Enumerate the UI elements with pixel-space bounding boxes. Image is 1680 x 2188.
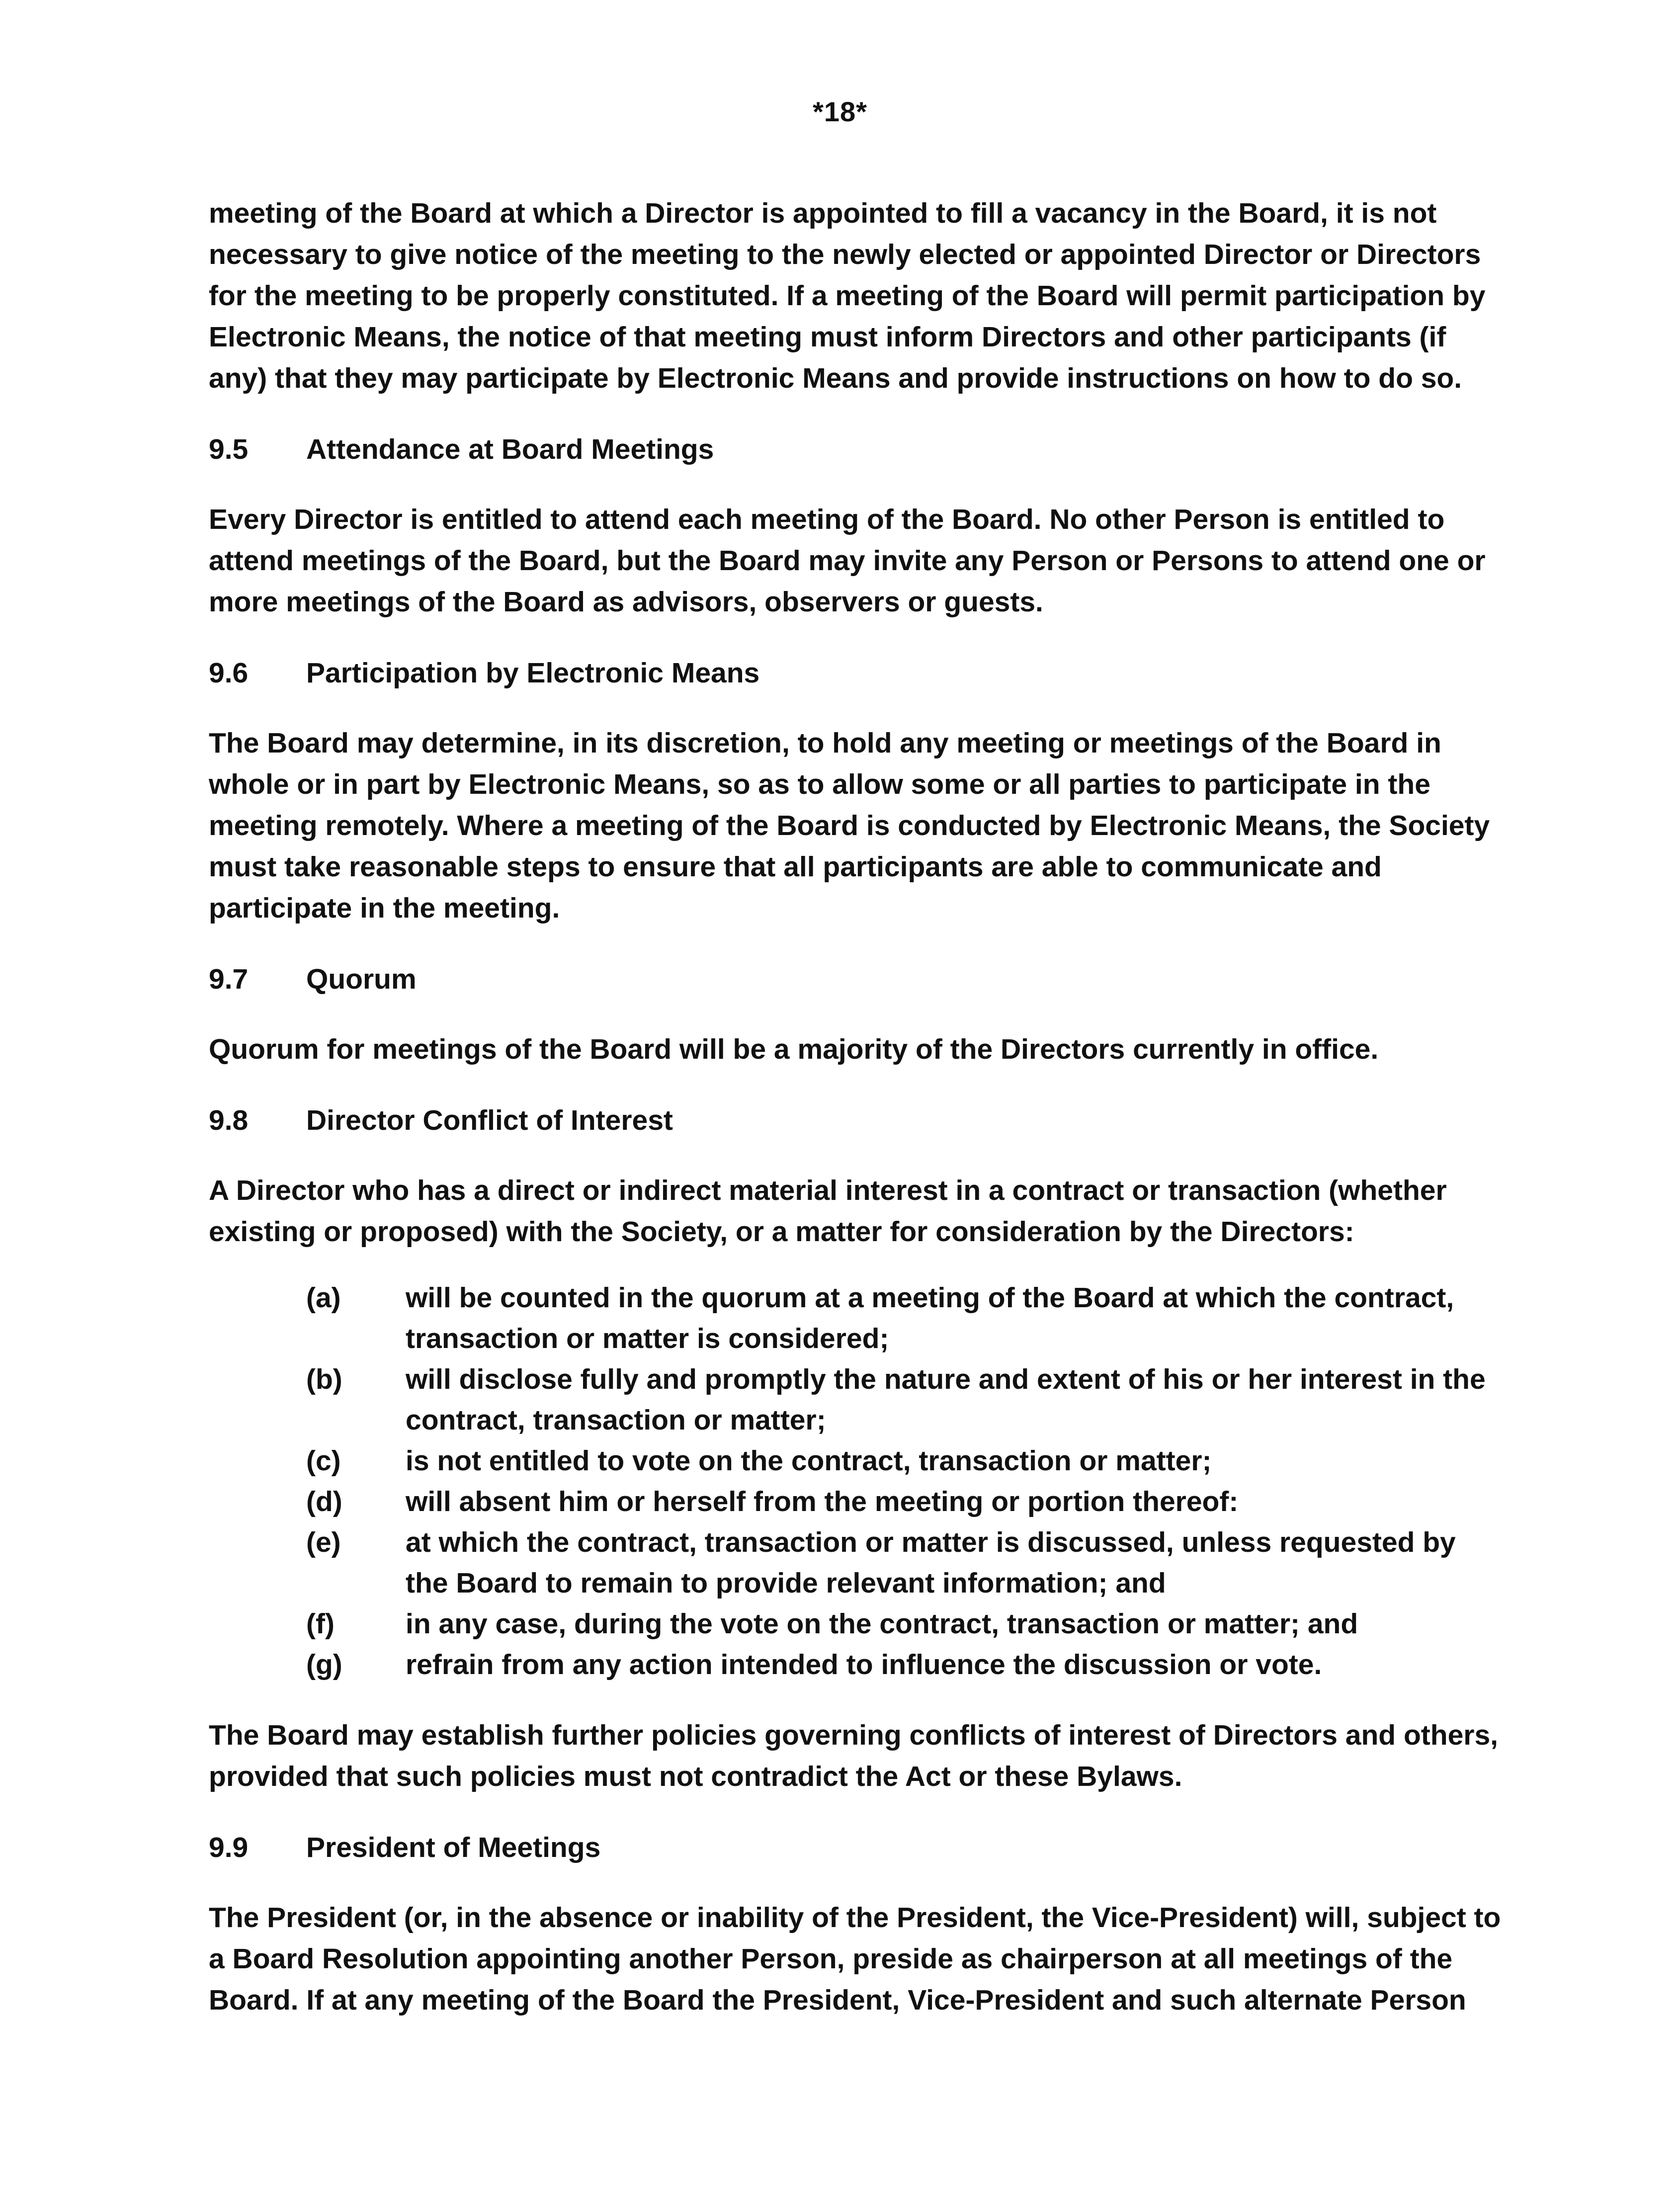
list-item <box>209 1481 1501 1522</box>
section-9-5-body: Every Director is entitled to attend each meeting of the Board. No other Person is entitled to attend meetings of the Board, but the Board may invite any Person or Persons to attend one or more meetings of the Board as advisors, observers or guests. <box>209 504 1486 618</box>
section-number: 9.8 <box>209 1104 249 1136</box>
list-item-text: will disclose fully and promptly the nature and extent of his or her interest in the contract, transaction or matter; <box>406 1363 1486 1436</box>
section-number: 9.5 <box>209 433 249 465</box>
document-body <box>209 193 1501 2051</box>
section-heading-9-5 <box>209 429 1501 470</box>
section-9-8-body: A Director who has a direct or indirect material interest in a contract or transaction (whether existing or proposed) with the Society, or a matter for consideration by the Directors: <box>209 1175 1447 1248</box>
list-marker: (f) <box>306 1608 335 1640</box>
section-number: 9.9 <box>209 1832 249 1863</box>
list-marker: (c) <box>306 1445 341 1477</box>
list-item-text: at which the contract, transaction or matter is discussed, unless requested by the Board to remain to provide relevant information; and <box>406 1526 1456 1599</box>
list-marker: (d) <box>306 1486 342 1517</box>
list-item-text: will absent him or herself from the meeting or portion thereof: <box>406 1486 1239 1517</box>
intro-paragraph: meeting of the Board at which a Director is appointed to fill a vacancy in the Board, it is not necessary to give notice of the meeting to the newly elected or appointed Director or Directors for the meeting to be properly constituted. If a meeting of the Board will permit participation by Electronic Means, the notice of that meeting must inform Directors and other participants (if any) that they may participate by Electronic Means and provide instructions on how to do so. <box>209 197 1486 394</box>
list-item-text: in any case, during the vote on the contract, transaction or matter; and <box>406 1608 1358 1640</box>
section-heading-9-8 <box>209 1100 1501 1141</box>
list-marker: (g) <box>306 1649 342 1681</box>
section-title: Participation by Electronic Means <box>306 657 760 689</box>
section-9-8-closing: The Board may establish further policies governing conflicts of interest of Directors and others, provided that such policies must not contradict the Act or these Bylaws. <box>209 1719 1499 1792</box>
list-marker: (a) <box>306 1282 341 1314</box>
section-9-9-body: The President (or, in the absence or inability of the President, the Vice-President) will, subject to a Board Resolution appointing another Person, preside as chairperson at all meetings of the Board. If at any meeting of the Board the President, Vice-President and such alternate Person <box>209 1902 1501 2016</box>
list-item <box>209 1277 1501 1359</box>
list-marker: (b) <box>306 1363 342 1395</box>
section-title: Attendance at Board Meetings <box>306 433 714 465</box>
section-title: President of Meetings <box>306 1832 601 1863</box>
section-9-6-body: The Board may determine, in its discretion, to hold any meeting or meetings of the Board in whole or in part by Electronic Means, so as to allow some or all parties to participate in the meeting remotely. Where a meeting of the Board is conducted by Electronic Means, the Society must take reasonable steps to ensure that all participants are able to communicate and participate in the meeting. <box>209 727 1490 924</box>
list-item <box>209 1522 1501 1603</box>
section-title: Director Conflict of Interest <box>306 1104 673 1136</box>
page-number: *18* <box>813 96 867 127</box>
list-item <box>209 1359 1501 1440</box>
list-marker: (e) <box>306 1526 341 1558</box>
section-title: Quorum <box>306 963 417 995</box>
list-item-text: is not entitled to vote on the contract, transaction or matter; <box>406 1445 1212 1477</box>
list-item <box>209 1644 1501 1685</box>
section-number: 9.7 <box>209 963 249 995</box>
section-heading-9-9 <box>209 1827 1501 1868</box>
section-heading-9-6 <box>209 653 1501 694</box>
section-number: 9.6 <box>209 657 249 689</box>
list-item <box>209 1603 1501 1644</box>
list-item <box>209 1440 1501 1481</box>
list-item-text: refrain from any action intended to influence the discussion or vote. <box>406 1649 1322 1681</box>
section-9-7-body: Quorum for meetings of the Board will be a majority of the Directors currently in office. <box>209 1033 1379 1065</box>
section-heading-9-7 <box>209 959 1501 1000</box>
conflict-of-interest-list <box>209 1277 1501 1685</box>
list-item-text: will be counted in the quorum at a meeting of the Board at which the contract, transaction or matter is considered; <box>406 1282 1454 1354</box>
